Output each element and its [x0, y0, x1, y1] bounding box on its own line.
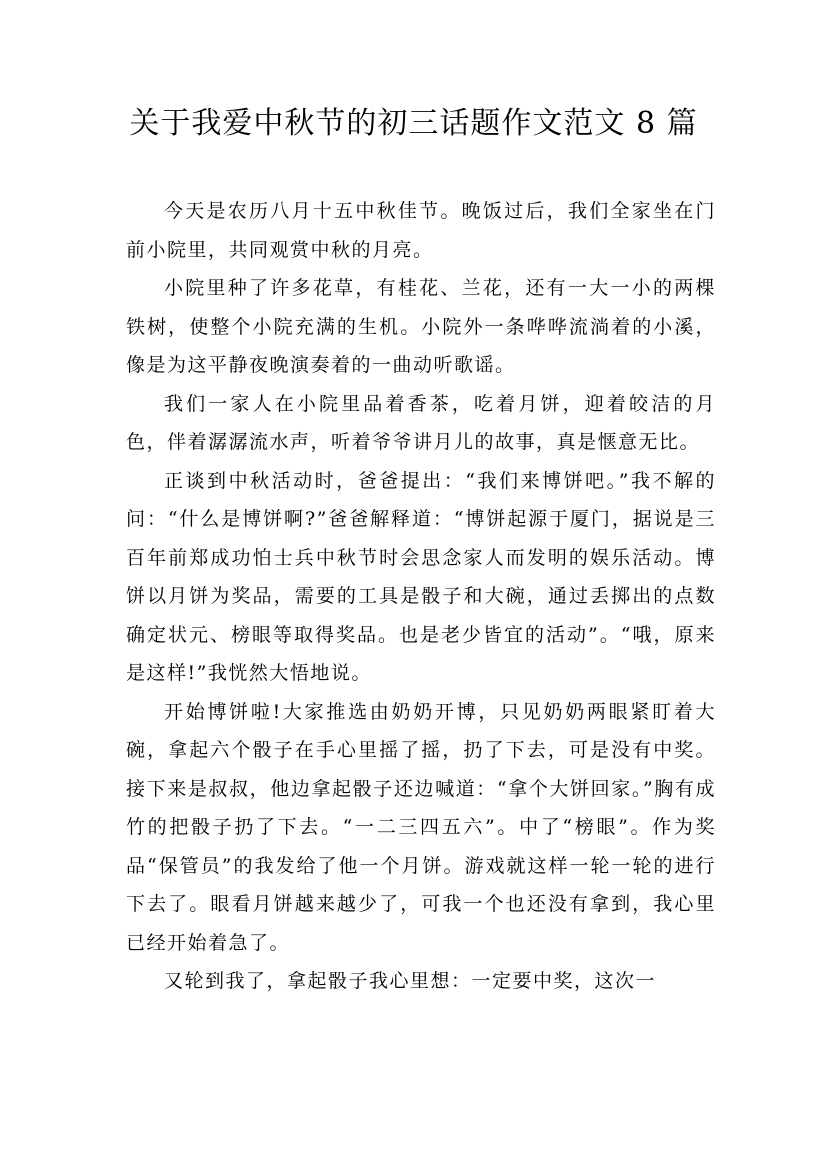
paragraph: 今天是农历八月十五中秋佳节。晚饭过后，我们全家坐在门前小院里，共同观赏中秋的月亮。: [126, 200, 716, 261]
paragraph: 正谈到中秋活动时，爸爸提出：“我们来博饼吧。”我不解的问：“什么是博饼啊?”爸爸解释道：“博饼起源于厦门，据说是三百年前郑成功怕士兵中秋节时会思念家人而发明的娱乐活动。博饼以月饼为奖品，需要的工具是骰子和大碗，通过丢掷出的点数确定状元、榜眼等取得奖品。也是老少皆宜的活动”。“哦，原来是这样!”我恍然大悟地说。: [126, 469, 716, 684]
paragraph: 开始博饼啦!大家推选由奶奶开博，只见奶奶两眼紧盯着大碗，拿起六个骰子在手心里摇了摇，扔了下去，可是没有中奖。接下来是叔叔，他边拿起骰子还边喊道：“拿个大饼回家。”胸有成竹的把骰子扔了下去。“一二三四五六”。中了“榜眼”。作为奖品“保管员”的我发给了他一个月饼。游戏就这样一轮一轮的进行下去了。眼看月饼越来越少了，可我一个也还没有拿到，我心里已经开始着急了。: [126, 700, 716, 954]
paragraph: 又轮到我了，拿起骰子我心里想：一定要中奖，这次一: [164, 970, 657, 992]
document-title: 关于我爱中秋节的初三话题作文范文 8 篇: [129, 106, 698, 141]
paragraph: 我们一家人在小院里品着香茶，吃着月饼，迎着皎洁的月色，伴着潺潺流水声，听着爷爷讲月儿的故事，真是惬意无比。: [126, 392, 716, 453]
document-body: [126, 192, 716, 1001]
paragraph: 小院里种了许多花草，有桂花、兰花，还有一大一小的两棵铁树，使整个小院充满的生机。小院外一条哗哗流淌着的小溪，像是为这平静夜晚演奏着的一曲动听歌谣。: [126, 277, 716, 376]
